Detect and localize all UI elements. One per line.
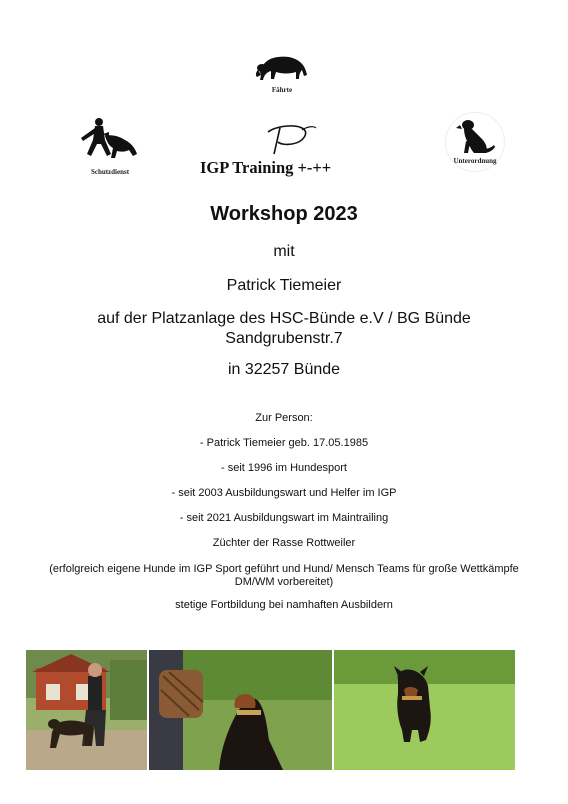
instructor-name: Patrick Tiemeier bbox=[226, 277, 342, 294]
venue-line: auf der Platzanlage des HSC-Bünde e.V / BG Bünde bbox=[97, 310, 471, 327]
obedience-logo bbox=[445, 112, 505, 172]
obedience-caption: Unterordnung bbox=[453, 157, 497, 165]
person-item: - seit 1996 im Hundesport bbox=[221, 462, 347, 474]
person-item bbox=[0, 563, 568, 589]
person-item: stetige Fortbildung bei namhaften Ausbildern bbox=[175, 599, 393, 611]
venue-line: Sandgrubenstr.7 bbox=[225, 330, 343, 347]
person-heading: Zur Person: bbox=[255, 412, 313, 424]
tracking-caption: Fährte bbox=[271, 86, 293, 94]
person-item: Züchter der Rasse Rottweiler bbox=[212, 537, 356, 549]
photo-dog-running bbox=[334, 650, 515, 770]
with-text: mit bbox=[273, 243, 295, 260]
person-item: - seit 2003 Ausbildungswart und Helfer im IGP bbox=[171, 487, 397, 499]
brand bbox=[200, 124, 380, 184]
city: in 32257 Bünde bbox=[227, 361, 341, 378]
protection-caption: Schutzdienst bbox=[90, 168, 130, 176]
person-item: - seit 2021 Ausbildungswart im Maintrailing bbox=[179, 512, 389, 524]
person-item-line: DM/WM vorbereitet) bbox=[234, 576, 334, 588]
sitting-dog-icon bbox=[446, 117, 504, 161]
protection-logo bbox=[75, 112, 145, 178]
brand-title: IGP Training +-++ bbox=[200, 158, 332, 177]
tracking-dog-icon bbox=[252, 42, 312, 90]
p-monogram-icon bbox=[260, 124, 320, 158]
photo-handler-with-dog bbox=[26, 650, 147, 770]
tracking-logo bbox=[252, 38, 312, 98]
protection-dog-icon bbox=[75, 114, 145, 166]
person-item: - Patrick Tiemeier geb. 17.05.1985 bbox=[199, 437, 369, 449]
venue bbox=[0, 309, 568, 349]
photo-protection-bite-work bbox=[149, 650, 332, 770]
page-title: Workshop 2023 bbox=[210, 203, 358, 225]
person-item-line: (erfolgreich eigene Hunde im IGP Sport geführt und Hund/ Mensch Teams für große Wettkämpfe bbox=[49, 563, 519, 575]
